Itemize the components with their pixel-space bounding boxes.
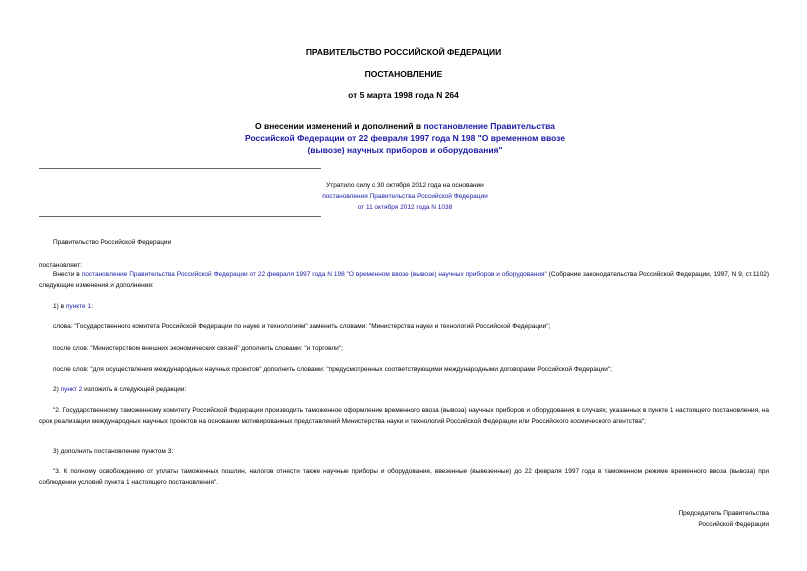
item-1: [39, 301, 769, 312]
status-link-date[interactable]: от 11 октября 2012 года N 1038: [357, 204, 453, 211]
title-prefix: О внесении изменений и дополнений в: [255, 121, 424, 131]
document-date-number: от 5 марта 1998 года N 264: [348, 90, 459, 100]
item-1-prefix: 1) в: [53, 303, 66, 310]
signature-title: Председатель Правительства: [678, 510, 769, 517]
government-intro: Правительство Российской Федерации: [53, 239, 172, 246]
status-note: [270, 180, 540, 213]
document-type: ПОСТАНОВЛЕНИЕ: [364, 69, 443, 79]
item-3: 3) дополнить постановление пунктом 3:: [53, 448, 174, 455]
decrees-label: постановляет:: [39, 262, 82, 269]
paragraph-main: [39, 269, 769, 291]
item-2-prefix: 2): [53, 386, 61, 393]
item-2: [39, 384, 769, 395]
status-rule-bottom: [39, 216, 321, 217]
item-1-after-1: после слов: "Министерством внешних экономических связей" дополнить словами: "и торговли";: [53, 345, 343, 352]
signature-org: Российской Федерации: [698, 521, 769, 528]
title-link[interactable]: постановление Правительства Российской Федерации от 22 февраля 1997 года N 198 "О временном ввозе (вывозе) научных приборов и оборудования": [244, 121, 565, 155]
status-rule-top: [39, 168, 321, 169]
item-2-link[interactable]: пункт 2: [60, 386, 83, 393]
item-2-text: "2. Государственному таможенному комитету Российской Федерации производить таможенное оформление временного ввоза (вывоза) научных приборов и оборудования в случаях, указанных в пункте 1 настоящего постановления, на срок реализации международных научных проектов на основании мотивированных представлений Министерства науки и технологий Российской Федерации или Российского космического агентства";: [39, 407, 769, 425]
paragraph-main-link[interactable]: постановление Правительства Российской Федерации от 22 февраля 1997 года N 198 "О временном ввозе (вывозе) научных приборов и оборудования": [81, 271, 547, 278]
item-2-suffix: изложить в следующей редакции:: [82, 386, 187, 393]
item-1-words: слова: "Государственного комитета Российской Федерации по науке и технологиям" заменить словами: "Министерства науки и технологий Российской Федерации";: [53, 323, 551, 330]
document-title: [230, 120, 580, 156]
paragraph-main-prefix: Внести в: [53, 271, 82, 278]
signature: [678, 508, 769, 530]
item-1-link[interactable]: пункте 1: [65, 303, 92, 310]
item-3-text: "3. К полному освобождению от уплаты таможенных пошлин, налогов отнести также научные приборы и оборудование, ввезенные (вывезенные) до 22 февраля 1997 года в таможенном режиме временного ввоза (вывоза) при соблюдении условий пункта 1 настоящего постановления".: [39, 468, 769, 486]
paragraph-main-suffix: (Собрание законодательства Российской Федерации, 1997, N 9, ст.1102) следующие изменения и дополнения:: [39, 271, 769, 289]
status-line: Утратило силу с 30 октября 2012 года на основании: [326, 182, 484, 189]
government-heading: ПРАВИТЕЛЬСТВО РОССИЙСКОЙ ФЕДЕРАЦИИ: [305, 47, 502, 57]
item-1-after-2: после слов: "для осуществления международных научных проектов" дополнить словами: "предусмотренных соответствующими международными договорами Российской Федерации";: [53, 366, 613, 373]
status-link-decree[interactable]: постановления Правительства Российской Федерации: [322, 193, 488, 200]
item-1-suffix: :: [91, 303, 93, 310]
